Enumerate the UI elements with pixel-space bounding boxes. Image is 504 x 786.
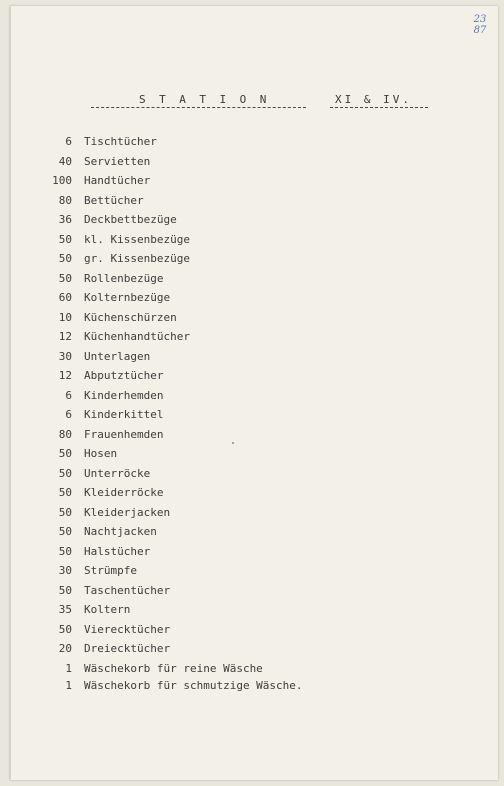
item-quantity: 30 [58, 349, 72, 363]
item-name: Unterlagen [84, 349, 151, 363]
item-quantity: 6 [65, 408, 72, 422]
item-name: Nachtjacken [84, 525, 157, 539]
list-item [0, 561, 504, 581]
list-item [0, 249, 504, 269]
item-name: Abputztücher [84, 369, 164, 383]
title-underline [91, 107, 306, 108]
pencil-annotation [468, 14, 492, 36]
list-item [0, 152, 504, 172]
list-item [0, 444, 504, 464]
item-quantity: 50 [58, 466, 72, 480]
item-quantity: 40 [58, 154, 72, 168]
list-item [0, 230, 504, 250]
station-title: STATION [139, 93, 280, 106]
list-item [0, 210, 504, 230]
item-name: Wäschekorb für reine Wäsche [84, 661, 263, 675]
item-name: Koltern [84, 603, 131, 617]
list-item [0, 132, 504, 152]
item-name: Unterröcke [84, 466, 151, 480]
item-quantity: 6 [65, 135, 72, 148]
item-name: Küchenschürzen [84, 310, 177, 324]
linen-inventory-list [0, 132, 504, 694]
list-item [0, 522, 504, 542]
item-quantity: 80 [58, 193, 72, 207]
document-heading [0, 93, 504, 113]
item-name: Kleiderjacken [84, 505, 171, 519]
item-quantity: 60 [58, 291, 72, 305]
item-quantity: 1 [65, 661, 72, 675]
item-quantity: 50 [58, 544, 72, 558]
item-name: Taschentücher [84, 583, 171, 597]
list-item [0, 464, 504, 484]
list-item [0, 405, 504, 425]
item-name: Bettücher [84, 193, 144, 207]
item-name: Strümpfe [84, 564, 137, 578]
item-quantity: 50 [58, 271, 72, 285]
item-quantity: 50 [58, 583, 72, 597]
list-item [0, 308, 504, 328]
paper-speck [232, 442, 234, 444]
list-item [0, 659, 504, 679]
list-item [0, 171, 504, 191]
item-quantity: 50 [58, 505, 72, 519]
list-item [0, 269, 504, 289]
item-quantity: 12 [58, 330, 72, 344]
list-item [0, 191, 504, 211]
item-quantity: 36 [58, 213, 72, 227]
item-quantity: 80 [58, 427, 72, 441]
item-name: Rollenbezüge [84, 271, 164, 285]
station-number: XI & IV. [335, 93, 412, 106]
item-name: Kinderhemden [84, 388, 164, 402]
item-quantity: 20 [58, 642, 72, 656]
item-name: Kleiderröcke [84, 486, 164, 500]
list-item [0, 347, 504, 367]
list-item [0, 483, 504, 503]
item-quantity: 50 [58, 232, 72, 246]
list-item [0, 366, 504, 386]
item-name: Halstücher [84, 544, 151, 558]
item-quantity: 50 [58, 252, 72, 266]
item-quantity: 1 [65, 679, 72, 693]
item-name: kl. Kissenbezüge [84, 232, 190, 246]
item-name: Kinderkittel [84, 408, 164, 422]
item-quantity: 50 [58, 447, 72, 461]
item-name: Servietten [84, 154, 151, 168]
item-name: Frauenhemden [84, 427, 164, 441]
item-name: Tischtücher [84, 135, 157, 148]
item-name: Dreiecktücher [84, 642, 171, 656]
item-quantity: 50 [58, 486, 72, 500]
item-name: Vierecktücher [84, 622, 171, 636]
item-quantity: 30 [58, 564, 72, 578]
item-name: Handtücher [84, 174, 151, 188]
list-item [0, 600, 504, 620]
list-item [0, 639, 504, 659]
item-quantity: 35 [58, 603, 72, 617]
list-item [0, 327, 504, 347]
item-name: Kolternbezüge [84, 291, 171, 305]
list-item [0, 581, 504, 601]
list-item [0, 542, 504, 562]
item-quantity: 6 [65, 388, 72, 402]
item-quantity: 10 [58, 310, 72, 324]
item-quantity: 50 [58, 525, 72, 539]
pencil-note-line: 23 [473, 14, 487, 25]
list-item [0, 620, 504, 640]
list-item [0, 288, 504, 308]
list-item [0, 386, 504, 406]
item-name: Wäschekorb für schmutzige Wäsche. [84, 679, 303, 693]
item-quantity: 100 [52, 174, 72, 188]
item-quantity: 12 [58, 369, 72, 383]
list-item [0, 425, 504, 445]
item-name: Küchenhandtücher [84, 330, 190, 344]
item-name: gr. Kissenbezüge [84, 252, 190, 266]
list-item [0, 678, 504, 694]
number-underline [330, 107, 428, 108]
item-name: Hosen [84, 447, 118, 461]
item-name: Deckbettbezüge [84, 213, 177, 227]
item-quantity: 50 [58, 622, 72, 636]
list-item [0, 503, 504, 523]
pencil-note-line: 87 [473, 25, 487, 36]
